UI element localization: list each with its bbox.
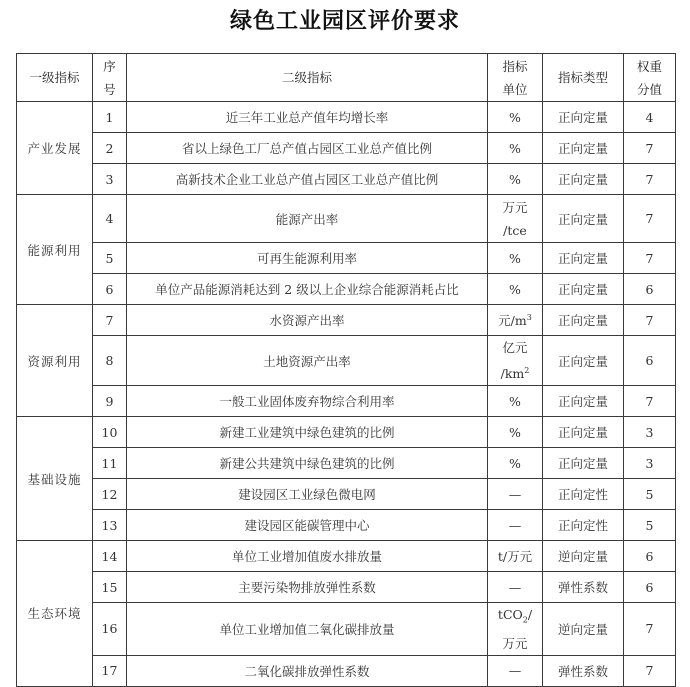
indicator-cell: 可再生能源利用率: [127, 243, 488, 274]
weight-cell: 7: [624, 243, 676, 274]
weight-cell: 5: [624, 479, 676, 510]
seq-cell: 2: [93, 133, 127, 164]
seq-cell: 1: [93, 102, 127, 133]
unit-cell: 亿元 $/km^2$: [488, 336, 543, 386]
indicator-cell: 新建工业建筑中绿色建筑的比例: [127, 417, 488, 448]
indicator-cell: 一般工业固体废弃物综合利用率: [127, 386, 488, 417]
weight-cell: 4: [624, 102, 676, 133]
header-type: 指标类型: [543, 54, 624, 102]
seq-cell: 4: [93, 195, 127, 243]
seq-cell: 16: [93, 603, 127, 656]
group-cell: 基础设施: [17, 417, 93, 541]
indicator-cell: 单位工业增加值二氧化碳排放量: [127, 603, 488, 656]
weight-cell: 6: [624, 274, 676, 305]
table-row: [17, 195, 676, 243]
indicator-cell: 二氧化碳排放弹性系数: [127, 655, 488, 686]
unit-cell: 元$/m^3$: [488, 305, 543, 336]
indicator-cell: 省以上绿色工厂总产值占园区工业总产值比例: [127, 133, 488, 164]
header-level2: 二级指标: [127, 54, 488, 102]
seq-cell: 5: [93, 243, 127, 274]
table-row: [17, 510, 676, 541]
table-row: [17, 133, 676, 164]
table-row: [17, 603, 676, 656]
unit-cell: %: [488, 133, 543, 164]
weight-cell: 6: [624, 572, 676, 603]
weight-cell: 3: [624, 417, 676, 448]
unit-cell: —: [488, 572, 543, 603]
unit-cell: t/万元: [488, 541, 543, 572]
evaluation-table: [16, 53, 676, 687]
indicator-cell: 土地资源产出率: [127, 336, 488, 386]
seq-cell: 9: [93, 386, 127, 417]
weight-cell: 7: [624, 305, 676, 336]
weight-cell: 6: [624, 541, 676, 572]
type-cell: 逆向定量: [543, 541, 624, 572]
unit-cell: %: [488, 243, 543, 274]
unit-cell: —: [488, 479, 543, 510]
weight-cell: 7: [624, 603, 676, 656]
header-seq: 序 号: [93, 54, 127, 102]
weight-cell: 7: [624, 195, 676, 243]
weight-cell: 7: [624, 655, 676, 686]
indicator-cell: 主要污染物排放弹性系数: [127, 572, 488, 603]
table-row: [17, 102, 676, 133]
indicator-cell: 建设园区能碳管理中心: [127, 510, 488, 541]
type-cell: 正向定性: [543, 479, 624, 510]
seq-cell: 15: [93, 572, 127, 603]
group-cell: 生态环境: [17, 541, 93, 687]
table-row: [17, 386, 676, 417]
unit-cell: %: [488, 102, 543, 133]
unit-cell: —: [488, 655, 543, 686]
type-cell: 正向定量: [543, 102, 624, 133]
type-cell: 正向定量: [543, 336, 624, 386]
type-cell: 正向定量: [543, 274, 624, 305]
indicator-cell: 能源产出率: [127, 195, 488, 243]
type-cell: 逆向定量: [543, 603, 624, 656]
type-cell: 正向定性: [543, 510, 624, 541]
weight-cell: 6: [624, 336, 676, 386]
header-unit: 指标 单位: [488, 54, 543, 102]
seq-cell: 12: [93, 479, 127, 510]
indicator-cell: 单位工业增加值废水排放量: [127, 541, 488, 572]
type-cell: 正向定量: [543, 195, 624, 243]
unit-cell: %: [488, 164, 543, 195]
weight-cell: 7: [624, 164, 676, 195]
type-cell: 正向定量: [543, 448, 624, 479]
table-row: [17, 479, 676, 510]
table-row: [17, 305, 676, 336]
seq-cell: 17: [93, 655, 127, 686]
seq-cell: 13: [93, 510, 127, 541]
table-row: [17, 336, 676, 386]
type-cell: 正向定量: [543, 133, 624, 164]
table-row: [17, 541, 676, 572]
indicator-cell: 水资源产出率: [127, 305, 488, 336]
page-title: 绿色工业园区评价要求: [229, 8, 460, 34]
type-cell: 正向定量: [543, 243, 624, 274]
header-level1: 一级指标: [17, 54, 93, 102]
type-cell: 弹性系数: [543, 655, 624, 686]
seq-cell: 6: [93, 274, 127, 305]
group-cell: 能源利用: [17, 195, 93, 305]
indicator-cell: 单位产品能源消耗达到 2 级以上企业综合能源消耗占比: [127, 274, 488, 305]
seq-cell: 14: [93, 541, 127, 572]
weight-cell: 7: [624, 133, 676, 164]
indicator-cell: 高新技术企业工业总产值占园区工业总产值比例: [127, 164, 488, 195]
seq-cell: 3: [93, 164, 127, 195]
type-cell: 弹性系数: [543, 572, 624, 603]
weight-cell: 3: [624, 448, 676, 479]
type-cell: 正向定量: [543, 386, 624, 417]
header-weight: 权重 分值: [624, 54, 676, 102]
table-row: [17, 243, 676, 274]
type-cell: 正向定量: [543, 305, 624, 336]
unit-cell: %: [488, 386, 543, 417]
seq-cell: 7: [93, 305, 127, 336]
seq-cell: 8: [93, 336, 127, 386]
unit-cell: %: [488, 448, 543, 479]
unit-cell: 万元 /tce: [488, 195, 543, 243]
unit-cell: %: [488, 274, 543, 305]
unit-cell: %: [488, 417, 543, 448]
unit-cell: —: [488, 510, 543, 541]
weight-cell: 7: [624, 386, 676, 417]
group-cell: 资源利用: [17, 305, 93, 417]
indicator-cell: 新建公共建筑中绿色建筑的比例: [127, 448, 488, 479]
seq-cell: 11: [93, 448, 127, 479]
type-cell: 正向定量: [543, 164, 624, 195]
indicator-cell: 建设园区工业绿色微电网: [127, 479, 488, 510]
seq-cell: 10: [93, 417, 127, 448]
type-cell: 正向定量: [543, 417, 624, 448]
table-row: [17, 448, 676, 479]
table-row: [17, 417, 676, 448]
group-cell: 产业发展: [17, 102, 93, 195]
table-row: [17, 164, 676, 195]
table-row: [17, 274, 676, 305]
indicator-cell: 近三年工业总产值年均增长率: [127, 102, 488, 133]
table-header-row: [17, 54, 676, 102]
weight-cell: 5: [624, 510, 676, 541]
table-row: [17, 655, 676, 686]
unit-cell: tCO$_2$/ 万元: [488, 603, 543, 656]
table-row: [17, 572, 676, 603]
